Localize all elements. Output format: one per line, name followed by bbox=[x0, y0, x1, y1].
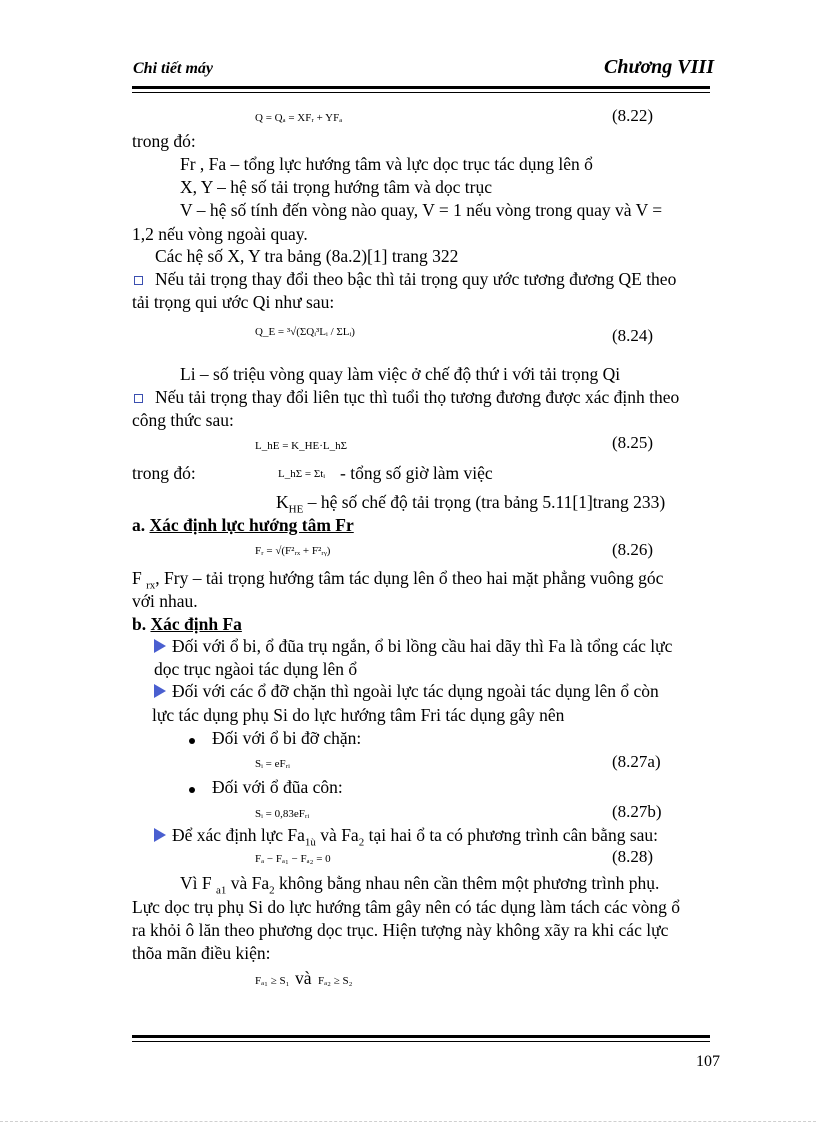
arrow-bullet-icon bbox=[154, 684, 166, 698]
text-thrust-bearing-cont: lực tác dụng phụ Si do lực hướng tâm Fri tác dụng gây nên bbox=[152, 705, 565, 725]
header-chapter-title: Chương VIII bbox=[604, 56, 714, 78]
text-condition: thõa mãn điều kiện: bbox=[132, 943, 271, 963]
eqnum-8-28: (8.28) bbox=[612, 847, 654, 866]
formula-8-25: L_hE = K_HE·L_hΣ bbox=[255, 440, 348, 452]
footer-rule-thin bbox=[132, 1041, 710, 1042]
formula-8-24: Q_E = ³√(ΣQᵢ³Lᵢ / ΣLᵢ) bbox=[255, 326, 355, 338]
page-number: 107 bbox=[696, 1053, 720, 1070]
arrow-bullet-icon bbox=[154, 828, 166, 842]
text-frx-fry: F $_{rx}$, Fry – tải trọng hướng tâm tác dụng lên ổ theo hai mặt phẳng vuông góc bbox=[132, 568, 664, 592]
text-v-def: V – hệ số tính đến vòng nào quay, V = 1 nếu vòng trong quay và V = bbox=[180, 200, 663, 220]
text-total-hours: - tổng số giờ làm việc bbox=[340, 463, 493, 483]
square-bullet-icon bbox=[134, 394, 143, 403]
bullet-dot-icon bbox=[189, 738, 195, 744]
formula-8-26: Fᵣ = √(F²ᵣₓ + F²ᵣᵧ) bbox=[255, 545, 331, 557]
text-trong-do-2: trong đó: bbox=[132, 463, 196, 483]
eqnum-8-25: (8.25) bbox=[612, 433, 654, 452]
section-b-heading: b. Xác định Fa bbox=[132, 614, 242, 634]
text-xy-table: Các hệ số X, Y tra bảng (8a.2)[1] trang 322 bbox=[155, 246, 459, 266]
eqnum-8-26: (8.26) bbox=[612, 540, 654, 559]
text-li-def: Li – số triệu vòng quay làm việc ở chế độ thứ i với tải trọng Qi bbox=[180, 364, 621, 384]
page-edge-divider bbox=[0, 1121, 816, 1122]
text-thrust-bearing: Đối với các ổ đỡ chặn thì ngoài lực tác dụng ngoài tác dụng lên ổ còn bbox=[172, 681, 659, 701]
text-v-def-cont: 1,2 nếu vòng ngoài quay. bbox=[132, 224, 308, 244]
text-xy-def: X, Y – hệ số tải trọng hướng tâm và dọc trục bbox=[180, 177, 492, 197]
text-angular-ball: Đối với ổ bi đỡ chặn: bbox=[212, 728, 362, 748]
footer-rule-thick bbox=[132, 1035, 710, 1038]
text-continuous-load: Nếu tải trọng thay đổi liên tục thì tuổi thọ tương đương được xác định theo bbox=[155, 387, 680, 407]
formula-8-27b: Sᵢ = 0,83eFᵣᵢ bbox=[255, 808, 310, 820]
text-continuous-load-cont: công thức sau: bbox=[132, 410, 234, 430]
header-book-title: Chi tiết máy bbox=[133, 60, 213, 77]
text-khe-def: $K_{HE}$ – hệ số chế độ tải trọng (tra bảng 5.11[1]trang 233) bbox=[276, 492, 666, 516]
text-ball-bearing-cont: dọc trục ngàoi tác dụng lên ổ bbox=[154, 659, 358, 679]
text-variable-load: Nếu tải trọng thay đổi theo bậc thì tải trọng quy ước tương đương QE theo bbox=[155, 269, 677, 289]
formula-8-28: Fₐ − Fₐ₁ − Fₐ₂ = 0 bbox=[255, 853, 331, 865]
formula-8-22: Q = Qₐ = XFᵣ + YFₐ bbox=[255, 112, 343, 124]
arrow-bullet-icon bbox=[154, 639, 166, 653]
text-axial-force: Lực dọc trụ phụ Si do lực hướng tâm gây nên có tác dụng làm tách các vòng ổ bbox=[132, 897, 680, 917]
text-ball-bearing: Đối với ổ bi, ổ đũa trụ ngắn, ổ bi lồng cầu hai dãy thì Fa là tổng các lực bbox=[172, 636, 673, 656]
header-rule-thin bbox=[132, 92, 710, 93]
eqnum-8-27a: (8.27a) bbox=[612, 752, 661, 771]
header-rule-thick bbox=[132, 86, 710, 89]
text-and: và bbox=[295, 968, 312, 988]
formula-l-sum: L_hΣ = Σtᵢ bbox=[278, 468, 326, 480]
formula-condition-2: Fₐ₂ ≥ S₂ bbox=[318, 975, 353, 987]
text-fa-unequal: Vì F $_{a1}$ và $Fa_2$ không bằng nhau nên cần thêm một phương trình phụ. bbox=[180, 873, 660, 897]
text-tapered-roller: Đối với ổ đũa côn: bbox=[212, 777, 343, 797]
text-fr-fa-def: Fr , Fa – tổng lực hướng tâm và lực dọc trục tác dụng lên ổ bbox=[180, 154, 593, 174]
formula-8-27a: Sᵢ = eFᵣᵢ bbox=[255, 758, 290, 770]
bullet-dot-icon bbox=[189, 787, 195, 793]
text-variable-load-cont: tải trọng qui ước Qi như sau: bbox=[132, 292, 335, 312]
eqnum-8-22: (8.22) bbox=[612, 106, 654, 125]
text-frx-fry-cont: với nhau. bbox=[132, 591, 198, 611]
formula-condition-1: Fₐ₁ ≥ S₁ bbox=[255, 975, 290, 987]
square-bullet-icon bbox=[134, 276, 143, 285]
text-equilibrium: Để xác định lực $Fa_{1ù}$ và $Fa_2$ tại hai ổ ta có phương trình cân bằng sau: bbox=[172, 825, 659, 849]
section-a-heading: a. Xác định lực hướng tâm Fr bbox=[132, 515, 354, 535]
eqnum-8-24: (8.24) bbox=[612, 326, 654, 345]
text-trong-do-1: trong đó: bbox=[132, 131, 196, 151]
eqnum-8-27b: (8.27b) bbox=[612, 802, 662, 821]
text-axial-force-cont: ra khỏi ô lăn theo phương dọc trục. Hiện tượng này không xãy ra khi các lực bbox=[132, 920, 669, 940]
